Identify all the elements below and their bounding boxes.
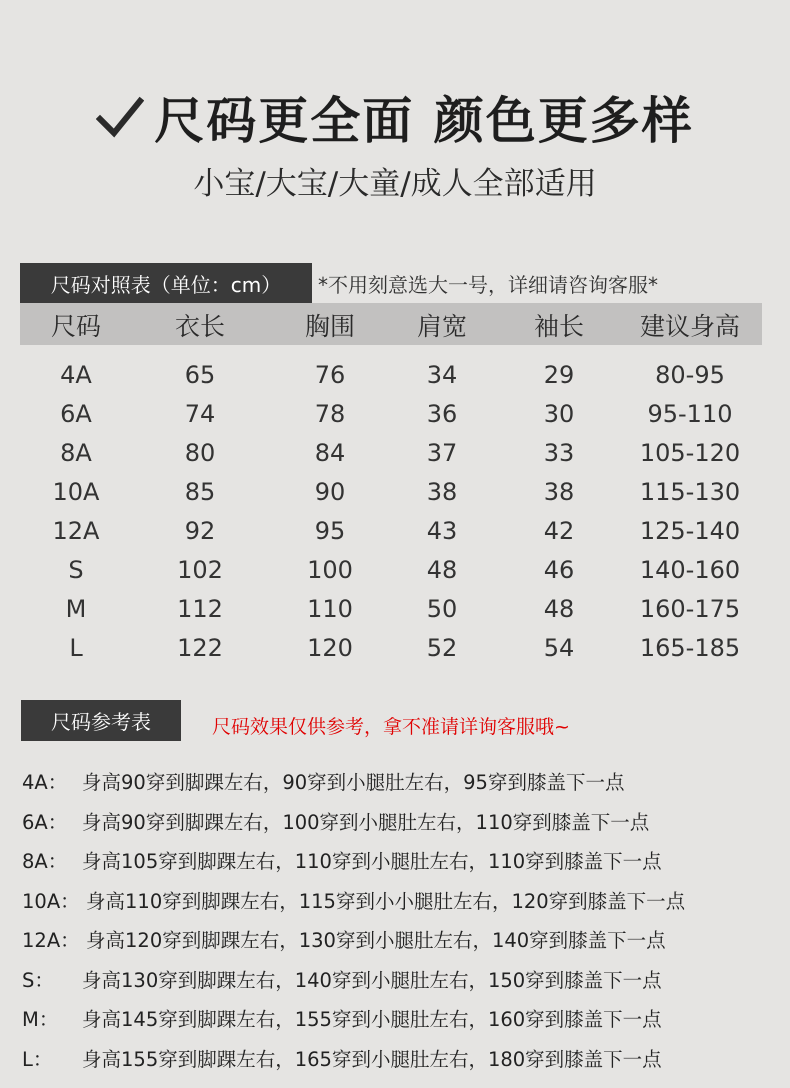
cell-size: S (68, 556, 84, 584)
size-table-title: 尺码对照表（单位：cm） (20, 263, 312, 303)
cell-chest: 90 (314, 478, 346, 506)
table-row (20, 634, 762, 673)
cell-length: 92 (184, 517, 216, 545)
size-table-title-bar (20, 263, 770, 303)
header-sleeve: 袖长 (533, 312, 584, 341)
header-length: 衣长 (174, 312, 225, 341)
cell-size: 10A (52, 478, 100, 506)
cell-height: 115-130 (639, 478, 741, 506)
cell-chest: 76 (314, 361, 346, 389)
header-shoulder: 肩宽 (416, 312, 467, 341)
cell-shoulder: 50 (426, 595, 458, 623)
cell-length: 80 (184, 439, 216, 467)
cell-size: L (69, 634, 83, 662)
cell-height: 95-110 (647, 400, 733, 428)
headline-text: 尺码更全面 颜色更多样 (154, 92, 694, 150)
cell-size: 8A (60, 439, 92, 467)
reference-line (22, 846, 662, 876)
check-icon (96, 93, 144, 141)
reference-size-label: 8A： (22, 850, 68, 873)
reference-size-label: 4A： (22, 771, 68, 794)
cell-height: 105-120 (639, 439, 741, 467)
cell-shoulder: 38 (426, 478, 458, 506)
reference-line (22, 767, 624, 797)
cell-size: 12A (52, 517, 100, 545)
table-row (20, 556, 762, 595)
cell-sleeve: 54 (543, 634, 575, 662)
cell-sleeve: 42 (543, 517, 575, 545)
reference-text: 身高105穿到脚踝左右，110穿到小腿肚左右，110穿到膝盖下一点 (82, 850, 662, 873)
reference-line (22, 965, 662, 995)
reference-size-label: L： (22, 1048, 53, 1071)
reference-text: 身高120穿到脚踝左右，130穿到小腿肚左右，140穿到膝盖下一点 (86, 929, 666, 952)
cell-shoulder: 36 (426, 400, 458, 428)
reference-line (22, 807, 649, 837)
cell-length: 85 (184, 478, 216, 506)
table-row (20, 439, 762, 478)
table-row (20, 595, 762, 634)
size-table-note: *不用刻意选大一号，详细请咨询客服* (318, 272, 658, 297)
cell-sleeve: 30 (543, 400, 575, 428)
cell-sleeve: 46 (543, 556, 575, 584)
reference-line (22, 1004, 662, 1034)
cell-sleeve: 29 (543, 361, 575, 389)
reference-text: 身高90穿到脚踝左右，90穿到小腿肚左右，95穿到膝盖下一点 (82, 771, 625, 794)
reference-line (22, 886, 685, 916)
cell-chest: 84 (314, 439, 346, 467)
cell-height: 165-185 (639, 634, 741, 662)
reference-title: 尺码参考表 (21, 700, 181, 741)
cell-size: M (65, 595, 87, 623)
cell-chest: 78 (314, 400, 346, 428)
reference-text: 身高145穿到脚踝左右，155穿到小腿肚左右，160穿到膝盖下一点 (82, 1008, 662, 1031)
cell-shoulder: 34 (426, 361, 458, 389)
cell-shoulder: 48 (426, 556, 458, 584)
cell-chest: 120 (307, 634, 353, 662)
cell-shoulder: 37 (426, 439, 458, 467)
cell-length: 112 (177, 595, 223, 623)
cell-size: 4A (60, 361, 92, 389)
reference-text: 身高110穿到脚踝左右，115穿到小小腿肚左右，120穿到膝盖下一点 (86, 890, 686, 913)
header-size: 尺码 (50, 312, 101, 341)
size-table-header (20, 303, 762, 345)
table-row (20, 400, 762, 439)
reference-text: 身高155穿到脚踝左右，165穿到小腿肚左右，180穿到膝盖下一点 (82, 1048, 662, 1071)
header-chest: 胸围 (304, 312, 355, 341)
cell-length: 102 (177, 556, 223, 584)
cell-height: 160-175 (639, 595, 741, 623)
header-height: 建议身高 (639, 312, 740, 341)
reference-text: 身高130穿到脚踝左右，140穿到小腿肚左右，150穿到膝盖下一点 (82, 969, 662, 992)
cell-sleeve: 33 (543, 439, 575, 467)
table-row (20, 478, 762, 517)
cell-length: 122 (177, 634, 223, 662)
subheadline: 小宝/大宝/大童/成人全部适用 (193, 166, 597, 202)
table-row (20, 517, 762, 556)
cell-sleeve: 48 (543, 595, 575, 623)
cell-shoulder: 52 (426, 634, 458, 662)
reference-size-label: S： (22, 969, 54, 992)
table-row (20, 361, 762, 400)
cell-chest: 100 (307, 556, 353, 584)
cell-length: 74 (184, 400, 216, 428)
cell-length: 65 (184, 361, 216, 389)
cell-size: 6A (60, 400, 92, 428)
reference-size-label: M： (22, 1008, 59, 1031)
cell-height: 140-160 (639, 556, 741, 584)
reference-line (22, 925, 666, 955)
reference-note: 尺码效果仅供参考，拿不准请详询客服哦~ (212, 716, 570, 738)
reference-line (22, 1044, 662, 1074)
cell-sleeve: 38 (543, 478, 575, 506)
reference-size-label: 6A： (22, 811, 68, 834)
reference-size-label: 12A： (22, 929, 80, 952)
cell-shoulder: 43 (426, 517, 458, 545)
reference-size-label: 10A： (22, 890, 80, 913)
headline (0, 78, 790, 156)
cell-height: 80-95 (655, 361, 725, 389)
cell-height: 125-140 (639, 517, 741, 545)
cell-chest: 110 (307, 595, 353, 623)
cell-chest: 95 (314, 517, 346, 545)
reference-text: 身高90穿到脚踝左右，100穿到小腿肚左右，110穿到膝盖下一点 (82, 811, 650, 834)
